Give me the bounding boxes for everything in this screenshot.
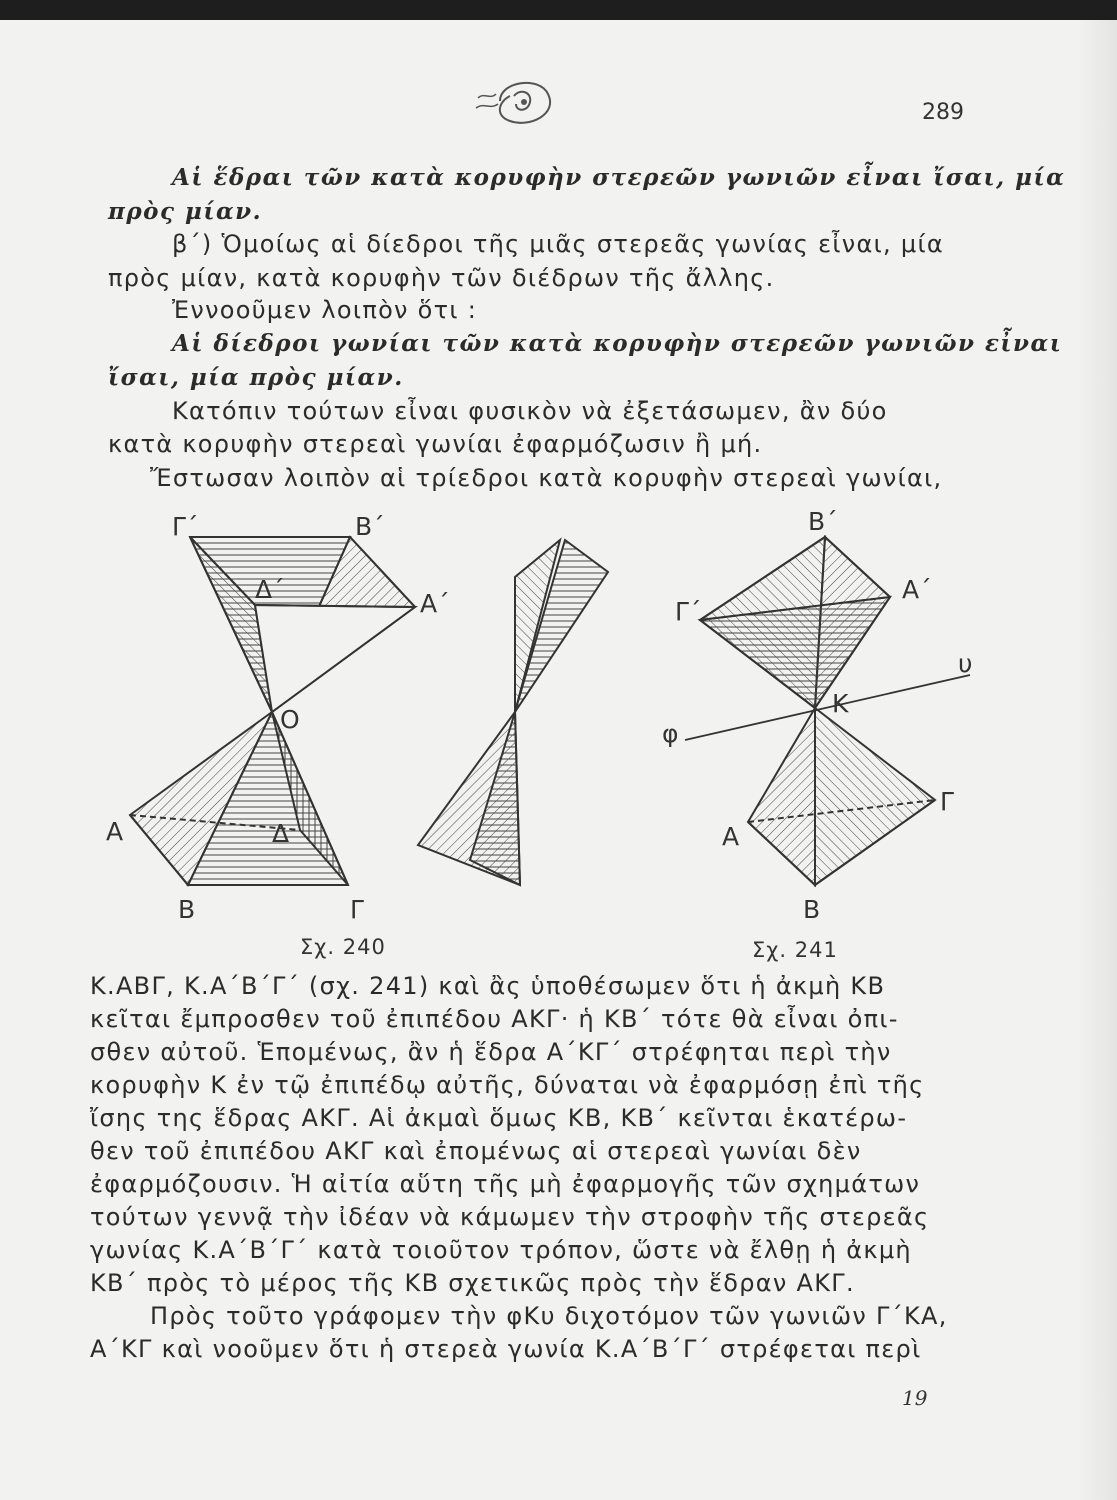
text-line: Κ.ΑΒΓ, Κ.Α΄Β΄Γ΄ (σχ. 241) καὶ ἂς ὑποθέσωμεν ὅτι ἡ ἀκμὴ ΚΒ xyxy=(90,972,886,1000)
label-B: Β xyxy=(803,895,821,924)
text-line: κεῖται ἔμπροσθεν τοῦ ἐπιπέδου ΑΚΓ· ἡ ΚΒ΄ τότε θὰ εἶναι ὀπι- xyxy=(90,1005,899,1033)
text-line: πρὸς μίαν, κατὰ κορυφὴν τῶν διέδρων τῆς ἄλλης. xyxy=(108,264,775,292)
label-K: Κ xyxy=(832,689,849,718)
text-line: Α΄ΚΓ καὶ νοοῦμεν ὅτι ἡ στερεὰ γωνία Κ.Α΄Β΄Γ΄ στρέφεται περὶ xyxy=(90,1335,922,1363)
text-line: σθεν αὐτοῦ. Ἑπομένως, ἂν ἡ ἕδρα Α΄ΚΓ΄ στρέφηται περὶ τὴν xyxy=(90,1038,892,1066)
theorem-line-1: Αἱ ἕδραι τῶν κατὰ κορυφὴν στερεῶν γωνιῶν εἶναι ἴσαι, μία xyxy=(172,164,1066,191)
text-line: Κατόπιν τούτων εἶναι φυσικὸν νὰ ἐξετάσωμεν, ἂν δύο xyxy=(172,397,888,425)
label-G: Γ xyxy=(940,787,954,816)
text-line: ἐφαρμόζουσιν. Ἡ αἰτία αὕτη τῆς μὴ ἐφαρμογῆς τῶν σχημάτων xyxy=(90,1170,921,1198)
label-O: Ο xyxy=(280,705,300,734)
signature-mark: 19 xyxy=(902,1386,928,1410)
face-lower-right xyxy=(815,708,935,885)
label-B1: Β΄ xyxy=(808,507,838,536)
label-u: υ xyxy=(958,649,973,678)
text-line: ἴσης της ἕδρας ΑΚΓ. Αἱ ἀκμαὶ ὅμως ΚΒ, ΚΒ΄ κεῖνται ἑκατέρω- xyxy=(90,1104,908,1132)
label-B: Β xyxy=(178,895,196,924)
text-line: ΚΒ΄ πρὸς τὸ μέρος τῆς ΚΒ σχετικῶς πρὸς τὴν ἕδραν ΑΚΓ. xyxy=(90,1269,855,1297)
text-line: θεν τοῦ ἐπιπέδου ΑΚΓ καὶ ἐπομένως αἱ στερεαὶ γωνίαι δὲν xyxy=(90,1137,862,1165)
label-A: Α xyxy=(106,817,124,846)
label-G1: Γ΄ xyxy=(675,597,702,626)
text-line: κατὰ κορυφὴν στερεαὶ γωνίαι ἐφαρμόζωσιν ἢ μή. xyxy=(108,430,763,458)
label-A1: Α΄ xyxy=(902,575,932,604)
theorem-line-4: ἴσαι, μία πρὸς μίαν. xyxy=(108,364,404,391)
text-line: Ἔστωσαν λοιπὸν αἱ τρίεδροι κατὰ κορυφὴν στερεαὶ γωνίαι, xyxy=(150,464,943,492)
label-A1: Α΄ xyxy=(420,589,450,618)
face-upper-front xyxy=(255,605,415,712)
label-G1: Γ΄ xyxy=(172,512,199,541)
label-G: Γ xyxy=(350,895,364,924)
theorem-line-3: Αἱ δίεδροι γωνίαι τῶν κατὰ κορυφὴν στερεῶν γωνιῶν εἶναι xyxy=(172,330,1063,357)
text-line: β΄) Ὁμοίως αἱ δίεδροι τῆς μιᾶς στερεᾶς γωνίας εἶναι, μία xyxy=(172,230,944,258)
text-line: Πρὸς τοῦτο γράφομεν τὴν φΚυ διχοτόμον τῶν γωνιῶν Γ΄ΚΑ, xyxy=(150,1302,948,1330)
page-number: 289 xyxy=(922,100,964,125)
text-line: γωνίας Κ.Α΄Β΄Γ΄ κατὰ τοιοῦτον τρόπον, ὥστε νὰ ἔλθῃ ἡ ἀκμὴ xyxy=(90,1236,912,1264)
caption-fig-241: Σχ. 241 xyxy=(752,938,838,962)
text-line: τούτων γεννᾷ τὴν ἰδέαν νὰ κάμωμεν τὴν στροφὴν τῆς στερεᾶς xyxy=(90,1203,930,1231)
text-line: κορυφὴν Κ ἐν τῷ ἐπιπέδῳ αὐτῆς, δύναται νὰ ἐφαρμόσῃ ἐπὶ τῆς xyxy=(90,1071,925,1099)
figure-240 xyxy=(130,537,608,885)
face-lower-left xyxy=(748,708,815,885)
label-B1: Β΄ xyxy=(355,512,385,541)
caption-fig-240: Σχ. 240 xyxy=(300,935,386,959)
text-line: Ἐννοοῦμεν λοιπὸν ὅτι : xyxy=(172,296,478,324)
label-A: Α xyxy=(722,822,740,851)
label-phi: φ xyxy=(662,719,679,748)
label-D: Δ xyxy=(272,819,290,848)
theorem-line-2: πρὸς μίαν. xyxy=(108,198,263,225)
label-D1: Δ΄ xyxy=(255,575,285,604)
